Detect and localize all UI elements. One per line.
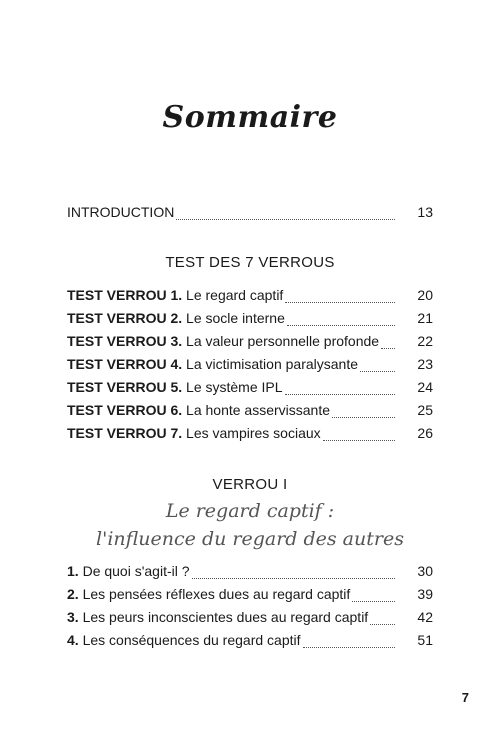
dot-leader: [285, 384, 395, 395]
toc-entry-test-3[interactable]: [67, 333, 433, 353]
toc-entry-label: INTRODUCTION: [67, 204, 175, 220]
toc-entry-label: La honte asservissante: [186, 402, 331, 418]
toc-entry-label: Les vampires sociaux: [186, 425, 321, 441]
toc-entry-label: La victimisation paralysante: [186, 356, 359, 372]
dot-leader: [381, 338, 395, 349]
page-number: 7: [461, 690, 469, 705]
toc-entry-prefix: 1.: [67, 563, 79, 579]
toc-entry-chapter-4[interactable]: [67, 632, 433, 652]
toc-entry-page: 42: [417, 609, 433, 625]
dot-leader: [192, 568, 395, 579]
toc-entry-page: 51: [417, 632, 433, 648]
toc-entry-test-7[interactable]: [67, 425, 433, 445]
toc-entry-label: Le socle interne: [186, 310, 285, 326]
toc-entry-label: De quoi s'agit-il ?: [82, 563, 190, 579]
toc-entry-page: 21: [417, 310, 433, 326]
toc-entry-prefix: 4.: [67, 632, 79, 648]
toc-entry-prefix: TEST VERROU 1.: [67, 287, 183, 303]
toc-entry-test-6[interactable]: [67, 402, 433, 422]
toc-entry-prefix: TEST VERROU 3.: [67, 333, 183, 349]
toc-entry-page: 13: [417, 204, 433, 220]
dot-leader: [287, 315, 395, 326]
section-heading-tests: TEST DES 7 VERROUS: [165, 254, 335, 271]
dot-leader: [370, 614, 395, 625]
verrou-subtitle-line-2: l'influence du regard des autres: [96, 528, 404, 550]
toc-entry-page: 39: [417, 586, 433, 602]
toc-entry-chapter-1[interactable]: [67, 563, 433, 583]
dot-leader: [352, 591, 395, 602]
toc-entry-label: Le système IPL: [186, 379, 283, 395]
toc-entry-prefix: TEST VERROU 5.: [67, 379, 183, 395]
dot-leader: [176, 209, 395, 220]
toc-entry-label: La valeur personnelle profonde: [186, 333, 380, 349]
toc-entry-prefix: TEST VERROU 7.: [67, 425, 183, 441]
toc-entry-page: 22: [417, 333, 433, 349]
toc-entry-test-2[interactable]: [67, 310, 433, 330]
toc-entry-label: Les conséquences du regard captif: [82, 632, 301, 648]
toc-entry-test-1[interactable]: [67, 287, 433, 307]
toc-entry-label: Les pensées réflexes dues au regard captif: [82, 586, 351, 602]
verrou-subtitle-line-1: Le regard captif :: [165, 500, 335, 522]
dot-leader: [332, 407, 395, 418]
toc-entry-page: 20: [417, 287, 433, 303]
toc-entry-prefix: 2.: [67, 586, 79, 602]
toc-entry-chapter-3[interactable]: [67, 609, 433, 629]
toc-entry-page: 26: [417, 425, 433, 441]
dot-leader: [303, 637, 395, 648]
toc-entry-prefix: TEST VERROU 2.: [67, 310, 183, 326]
section-heading-verrou: VERROU I: [212, 476, 288, 493]
toc-entry-page: 30: [417, 563, 433, 579]
dot-leader: [285, 292, 395, 303]
toc-entry-page: 25: [417, 402, 433, 418]
toc-entry-test-5[interactable]: [67, 379, 433, 399]
toc-entry-prefix: 3.: [67, 609, 79, 625]
toc-entry-test-4[interactable]: [67, 356, 433, 376]
toc-entry-label: Le regard captif: [186, 287, 284, 303]
toc-entry-label: Les peurs inconscientes dues au regard captif: [82, 609, 369, 625]
toc-entry-prefix: TEST VERROU 4.: [67, 356, 183, 372]
toc-entry-prefix: TEST VERROU 6.: [67, 402, 183, 418]
page-title: Sommaire: [162, 100, 338, 135]
toc-entry-introduction[interactable]: [67, 204, 433, 224]
toc-entry-chapter-2[interactable]: [67, 586, 433, 606]
dot-leader: [323, 430, 395, 441]
toc-entry-page: 24: [417, 379, 433, 395]
toc-entry-page: 23: [417, 356, 433, 372]
dot-leader: [360, 361, 395, 372]
